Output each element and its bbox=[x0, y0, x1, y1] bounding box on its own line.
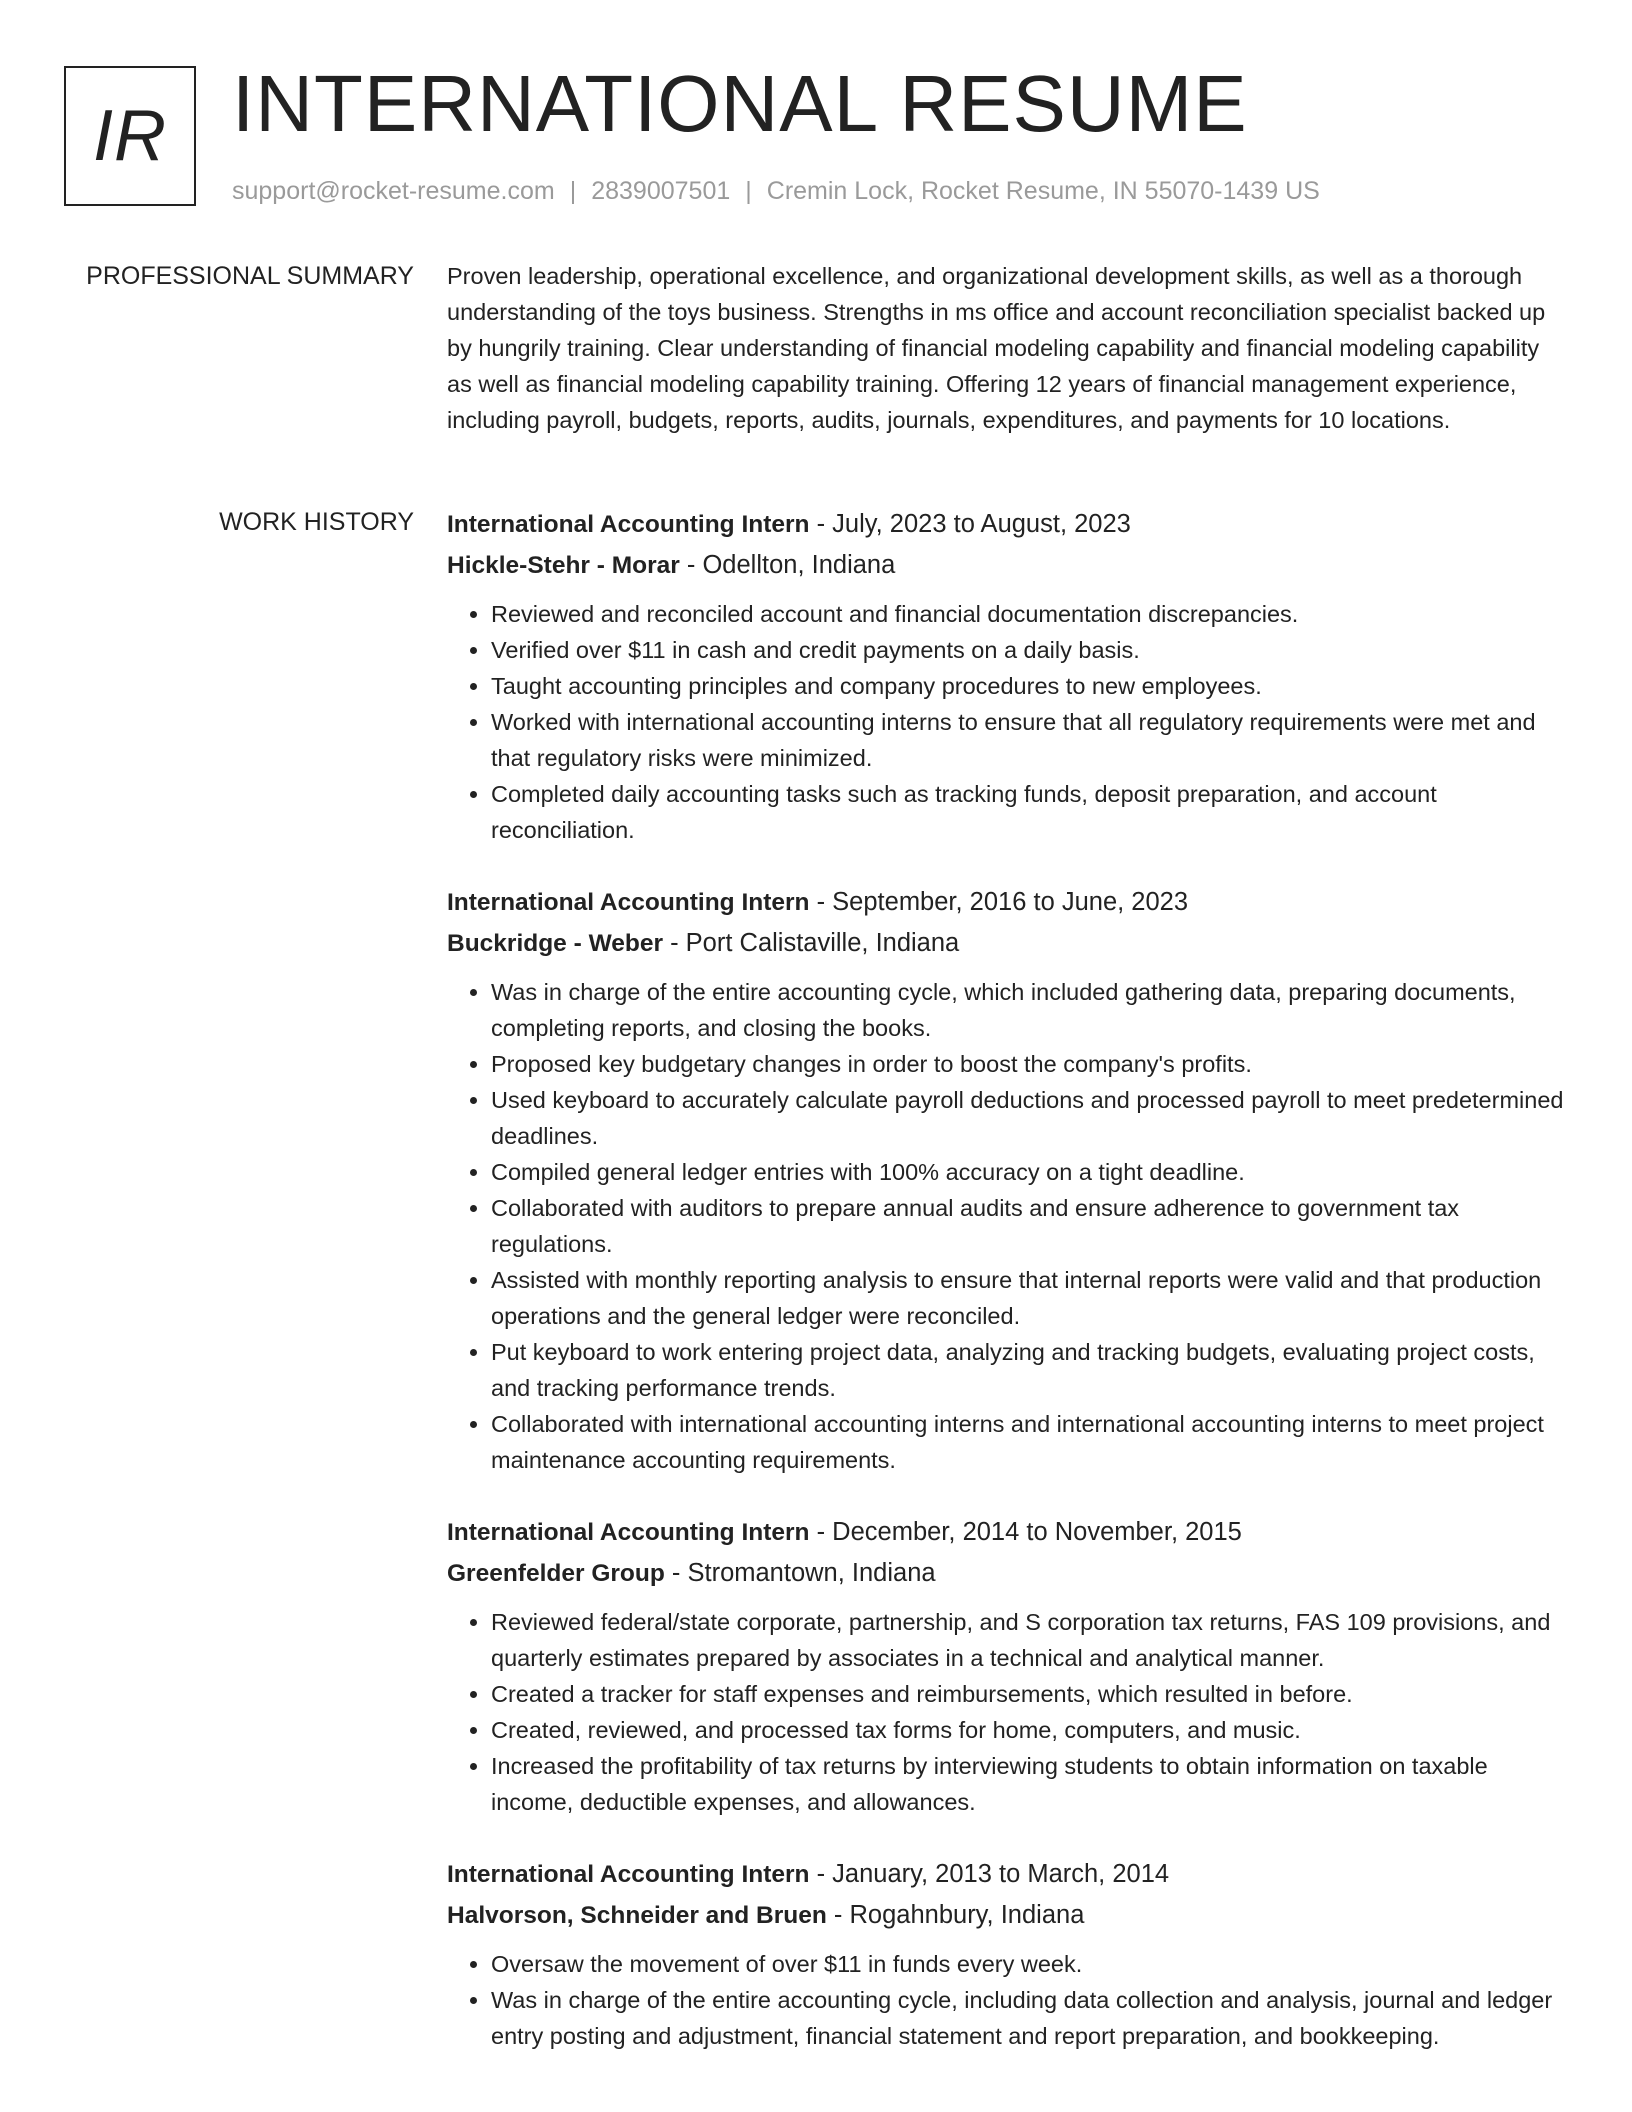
job-title: International Accounting Intern bbox=[447, 511, 810, 538]
job-bullet: • Increased the profitability of tax returns by interviewing students to obtain information on taxable income, deductible expenses, and allowances. bbox=[491, 1748, 1565, 1820]
job-location: - Port Calistaville, Indiana bbox=[663, 929, 960, 957]
job-bullet-list bbox=[447, 1604, 1565, 1820]
job-dates: - December, 2014 to November, 2015 bbox=[809, 1518, 1242, 1546]
job-bullet: • Reviewed federal/state corporate, partnership, and S corporation tax returns, FAS 109 provisions, and quarterly estimates prepared by associates in a technical and analytical manner. bbox=[491, 1604, 1565, 1676]
job-bullet: • Created a tracker for staff expenses and reimbursements, which resulted in before. bbox=[491, 1676, 1565, 1712]
contact-line bbox=[232, 174, 1320, 208]
job-bullet: • Worked with international accounting interns to ensure that all regulatory requirements were met and that regulatory risks were minimized. bbox=[491, 704, 1565, 776]
job-entry bbox=[447, 1512, 1565, 1820]
job-company-line bbox=[447, 545, 1565, 586]
job-bullet: • Completed daily accounting tasks such as tracking funds, deposit preparation, and account reconciliation. bbox=[491, 776, 1565, 848]
job-bullet: • Verified over $11 in cash and credit payments on a daily basis. bbox=[491, 632, 1565, 668]
job-bullet: • Created, reviewed, and processed tax forms for home, computers, and music. bbox=[491, 1712, 1565, 1748]
monogram-logo bbox=[64, 66, 196, 206]
contact-separator: | bbox=[745, 177, 752, 205]
job-bullet-list bbox=[447, 1946, 1565, 2054]
job-company: Hickle-Stehr - Morar bbox=[447, 552, 680, 579]
job-title: International Accounting Intern bbox=[447, 1519, 810, 1546]
job-bullet: • Compiled general ledger entries with 100% accuracy on a tight deadline. bbox=[491, 1154, 1565, 1190]
job-location: - Rogahnbury, Indiana bbox=[826, 1901, 1085, 1929]
contact-phone: 2839007501 bbox=[591, 177, 731, 205]
job-bullet-list bbox=[447, 596, 1565, 848]
job-entry bbox=[447, 882, 1565, 1478]
job-title-line bbox=[447, 1512, 1565, 1553]
job-bullet: • Put keyboard to work entering project data, analyzing and tracking budgets, evaluating project costs, and tracking performance trends. bbox=[491, 1334, 1565, 1406]
job-title: International Accounting Intern bbox=[447, 889, 810, 916]
job-location: - Stromantown, Indiana bbox=[664, 1559, 936, 1587]
job-company: Buckridge - Weber bbox=[447, 930, 664, 957]
contact-email: support@rocket-resume.com bbox=[232, 177, 555, 205]
job-location: - Odellton, Indiana bbox=[679, 551, 896, 579]
job-dates: - January, 2013 to March, 2014 bbox=[809, 1860, 1170, 1888]
job-bullet: • Taught accounting principles and company procedures to new employees. bbox=[491, 668, 1565, 704]
summary-label: PROFESSIONAL SUMMARY bbox=[86, 262, 414, 290]
job-entry bbox=[447, 504, 1565, 848]
summary-body bbox=[447, 258, 1565, 438]
job-bullet: • Was in charge of the entire accounting cycle, including data collection and analysis, journal and ledger entry posting and adjustment, financial statement and report preparation, and bookkeeping. bbox=[491, 1982, 1565, 2054]
resume-name: INTERNATIONAL RESUME bbox=[232, 59, 1248, 148]
contact-address: Cremin Lock, Rocket Resume, IN 55070-1439 US bbox=[766, 177, 1320, 205]
work-history-label: WORK HISTORY bbox=[219, 508, 414, 536]
job-title-line bbox=[447, 504, 1565, 545]
job-title: International Accounting Intern bbox=[447, 1861, 810, 1888]
job-title-line bbox=[447, 1854, 1565, 1895]
job-title-line bbox=[447, 882, 1565, 923]
job-company: Halvorson, Schneider and Bruen bbox=[447, 1902, 827, 1929]
job-company-line bbox=[447, 1895, 1565, 1936]
contact-separator: | bbox=[569, 177, 577, 205]
job-bullet: • Was in charge of the entire accounting cycle, which included gathering data, preparing documents, completing reports, and closing the books. bbox=[491, 974, 1565, 1046]
job-bullet: • Reviewed and reconciled account and financial documentation discrepancies. bbox=[491, 596, 1565, 632]
work-history-body bbox=[447, 504, 1565, 2088]
job-dates: - September, 2016 to June, 2023 bbox=[809, 888, 1189, 916]
job-company-line bbox=[447, 1553, 1565, 1594]
monogram-text: IR bbox=[93, 96, 167, 176]
job-company-line bbox=[447, 923, 1565, 964]
job-company: Greenfelder Group bbox=[447, 1560, 665, 1587]
job-bullet: • Assisted with monthly reporting analysis to ensure that internal reports were valid and that production operations and the general ledger were reconciled. bbox=[491, 1262, 1565, 1334]
job-bullet: • Oversaw the movement of over $11 in funds every week. bbox=[491, 1946, 1565, 1982]
job-bullet: • Collaborated with auditors to prepare annual audits and ensure adherence to government tax regulations. bbox=[491, 1190, 1565, 1262]
job-bullet: • Used keyboard to accurately calculate payroll deductions and processed payroll to meet predetermined deadlines. bbox=[491, 1082, 1565, 1154]
job-bullet-list bbox=[447, 974, 1565, 1478]
job-entry bbox=[447, 1854, 1565, 2054]
job-bullet: • Collaborated with international accounting interns and international accounting interns to meet project maintenance accounting requirements. bbox=[491, 1406, 1565, 1478]
summary-text: Proven leadership, operational excellence, and organizational development skills, as well as a thorough understanding of the toys business. Strengths in ms office and account reconciliation specialist backed up by hungrily training. Clear understanding of financial modeling capability and financial modeling capability as well as financial modeling capability training. Offering 12 years of financial management experience, including payroll, budgets, reports, audits, journals, expenditures, and payments for 10 locations. bbox=[447, 263, 1546, 433]
job-bullet: • Proposed key budgetary changes in order to boost the company's profits. bbox=[491, 1046, 1565, 1082]
job-dates: - July, 2023 to August, 2023 bbox=[809, 510, 1131, 538]
